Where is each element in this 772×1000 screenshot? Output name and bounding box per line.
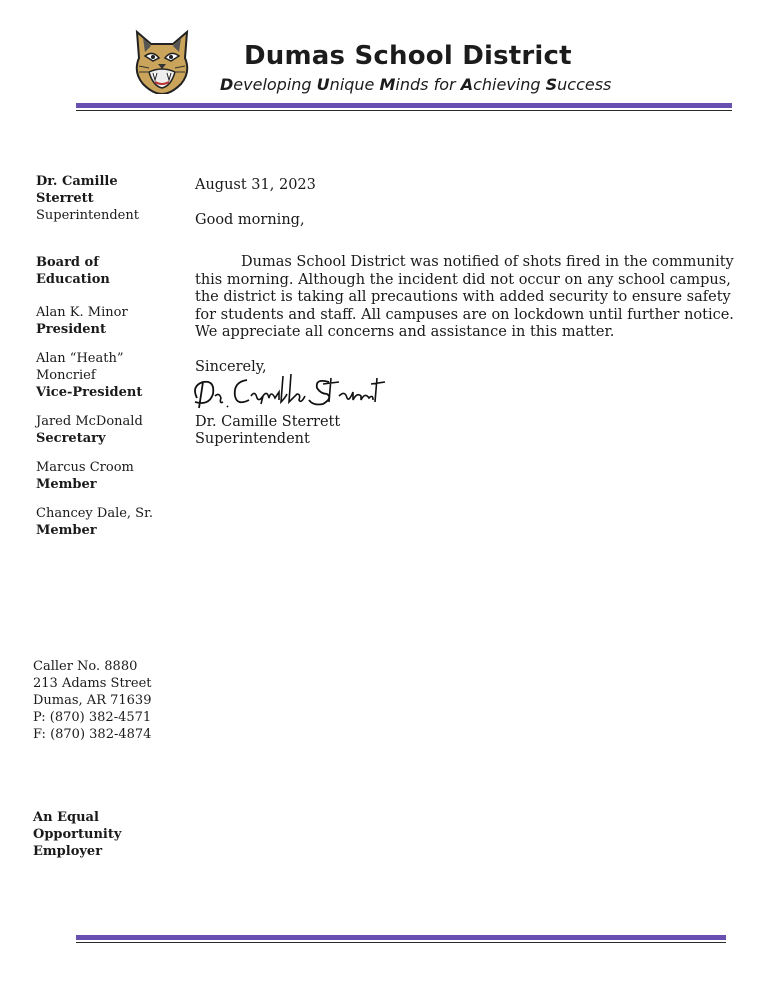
letter-paragraph: Dumas School District was notified of shots fired in the community this morning. Although the incident did not occur on any school campus, the district is taking all precautions with added security to ensure safety for students and staff. All campuses are on lockdown until further notice. We appreciate all concerns and assistance in this matter.	[195, 254, 734, 340]
address-line: Dumas, AR 71639	[33, 693, 152, 708]
superintendent-name: Dr. Camille Sterrett	[36, 174, 118, 206]
board-member	[36, 505, 186, 539]
phone-line: P: (870) 382-4571	[33, 710, 152, 725]
board-member	[36, 413, 186, 447]
motto-word: Developing	[220, 75, 312, 94]
motto-word: Unique	[316, 75, 375, 94]
header-divider	[76, 103, 732, 111]
district-name: Dumas School District	[244, 41, 572, 71]
letter-greeting: Good morning,	[195, 212, 305, 228]
signer-name: Dr. Camille Sterrett	[195, 413, 341, 430]
board-member-name: Jared McDonald	[36, 414, 143, 429]
board-member-role: Vice-President	[36, 385, 143, 400]
board-member	[36, 304, 186, 338]
footer-divider	[76, 935, 726, 943]
board-member	[36, 459, 186, 493]
motto-word: Success	[545, 75, 612, 94]
equal-opportunity-statement: An Equal Opportunity Employer	[33, 810, 122, 859]
motto-word: for	[433, 75, 456, 94]
board-member-role: Member	[36, 477, 97, 492]
signer-title: Superintendent	[195, 430, 310, 447]
letter-date: August 31, 2023	[195, 177, 316, 193]
board-member-role: Secretary	[36, 431, 106, 446]
motto-word: Achieving	[460, 75, 541, 94]
fax-line: F: (870) 382-4874	[33, 727, 152, 742]
board-member-role: President	[36, 322, 106, 337]
letter-closing: Sincerely,	[195, 358, 267, 375]
board-member	[36, 350, 186, 401]
board-member-name: Alan “Heath” Moncrief	[36, 351, 124, 383]
board-member-name: Marcus Croom	[36, 460, 134, 475]
district-address	[33, 658, 152, 743]
superintendent-title: Superintendent	[36, 208, 139, 223]
wildcat-mascot-icon	[131, 28, 193, 94]
district-motto	[220, 75, 611, 94]
board-member-name: Alan K. Minor	[36, 305, 128, 320]
board-member-role: Member	[36, 523, 97, 538]
address-line: 213 Adams Street	[33, 676, 152, 691]
letterhead-sidebar	[36, 173, 186, 551]
board-heading: Board of Education	[36, 255, 110, 287]
motto-word: Minds	[379, 75, 429, 94]
address-line: Caller No. 8880	[33, 659, 138, 674]
board-member-name: Chancey Dale, Sr.	[36, 506, 154, 521]
superintendent-block	[36, 173, 186, 224]
letter-body	[195, 177, 735, 448]
